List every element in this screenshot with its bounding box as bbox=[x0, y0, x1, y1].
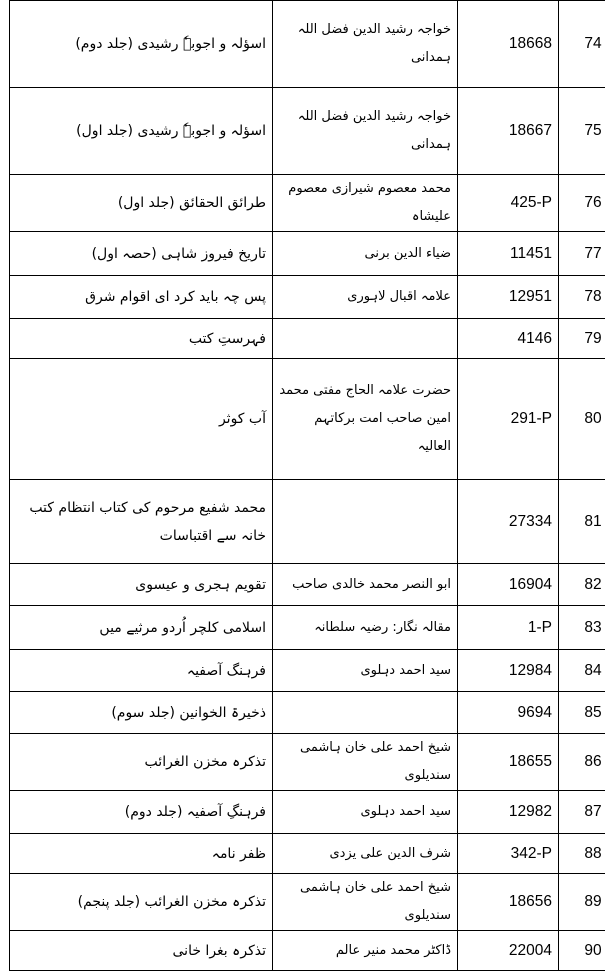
accession-number-cell: 4146 bbox=[458, 319, 559, 359]
serial-number-cell: 78 bbox=[559, 276, 605, 319]
author-cell bbox=[273, 319, 458, 359]
book-title-cell: اسؤلہ و اجوبہٗ رشیدی (جلد اول) bbox=[10, 88, 273, 175]
serial-number-cell: 86 bbox=[559, 734, 605, 791]
accession-number-cell: 12984 bbox=[458, 650, 559, 692]
book-title-cell: آب کوثر bbox=[10, 359, 273, 480]
author-cell bbox=[273, 692, 458, 734]
book-title-cell: تذکرہ مخزن الغرائب bbox=[10, 734, 273, 791]
author-cell: شیخ احمد علی خان ہاشمی سندیلوی bbox=[273, 734, 458, 791]
accession-number-cell: 11451 bbox=[458, 232, 559, 276]
catalog-table bbox=[9, 0, 605, 971]
accession-number-cell: 16904 bbox=[458, 564, 559, 606]
table-row bbox=[10, 319, 605, 359]
serial-number-cell: 82 bbox=[559, 564, 605, 606]
author-cell: مقالہ نگار: رضیہ سلطانہ bbox=[273, 606, 458, 650]
book-title-cell: فہرستِ کتب bbox=[10, 319, 273, 359]
book-title-cell: فرہنگ آصفیہ bbox=[10, 650, 273, 692]
serial-number-cell: 80 bbox=[559, 359, 605, 480]
author-cell: شرف الدین علی یزدی bbox=[273, 834, 458, 874]
table-row bbox=[10, 874, 605, 931]
serial-number-cell: 81 bbox=[559, 480, 605, 564]
book-title-cell: اسلامی کلچر اُردو مرثیے میں bbox=[10, 606, 273, 650]
book-title-cell: تذکرہ مخزن الغرائب (جلد پنجم) bbox=[10, 874, 273, 931]
author-cell bbox=[273, 480, 458, 564]
serial-number-cell: 88 bbox=[559, 834, 605, 874]
author-cell: ضیاء الدین برنی bbox=[273, 232, 458, 276]
table-row bbox=[10, 175, 605, 232]
serial-number-cell: 77 bbox=[559, 232, 605, 276]
accession-number-cell: 1-P bbox=[458, 606, 559, 650]
author-cell: ڈاکٹر محمد منیر عالم bbox=[273, 931, 458, 971]
table-row bbox=[10, 734, 605, 791]
table-row bbox=[10, 692, 605, 734]
accession-number-cell: 22004 bbox=[458, 931, 559, 971]
serial-number-cell: 85 bbox=[559, 692, 605, 734]
accession-number-cell: 18667 bbox=[458, 88, 559, 175]
table-row bbox=[10, 606, 605, 650]
serial-number-cell: 84 bbox=[559, 650, 605, 692]
author-cell: سید احمد دہلوی bbox=[273, 650, 458, 692]
table-row bbox=[10, 1, 605, 88]
table-row bbox=[10, 359, 605, 480]
accession-number-cell: 12982 bbox=[458, 791, 559, 834]
author-cell: علامہ اقبال لاہوری bbox=[273, 276, 458, 319]
accession-number-cell: 425-P bbox=[458, 175, 559, 232]
table-row bbox=[10, 650, 605, 692]
table-row bbox=[10, 88, 605, 175]
table-row bbox=[10, 276, 605, 319]
accession-number-cell: 9694 bbox=[458, 692, 559, 734]
accession-number-cell: 291-P bbox=[458, 359, 559, 480]
book-title-cell: اسؤلہ و اجوبہٗ رشیدی (جلد دوم) bbox=[10, 1, 273, 88]
book-title-cell: ذخیرۃ الخوانین (جلد سوم) bbox=[10, 692, 273, 734]
book-title-cell: پس چہ باید کرد ای اقوام شرق bbox=[10, 276, 273, 319]
book-title-cell: محمد شفیع مرحوم کی کتاب انتظام کتب خانہ سے اقتباسات bbox=[10, 480, 273, 564]
book-title-cell: تقویم ہجری و عیسوی bbox=[10, 564, 273, 606]
author-cell: خواجہ رشید الدین فضل اللہ ہمدانی bbox=[273, 1, 458, 88]
table-row bbox=[10, 564, 605, 606]
author-cell: حضرت علامہ الحاج مفتی محمد امین صاحب امت برکاتہم العالیہ bbox=[273, 359, 458, 480]
book-title-cell: تاریخ فیروز شاہی (حصہ اول) bbox=[10, 232, 273, 276]
author-cell: خواجہ رشید الدین فضل اللہ ہمدانی bbox=[273, 88, 458, 175]
accession-number-cell: 27334 bbox=[458, 480, 559, 564]
author-cell: محمد معصوم شیرازی معصوم علیشاہ bbox=[273, 175, 458, 232]
table-row bbox=[10, 931, 605, 971]
table-row bbox=[10, 791, 605, 834]
author-cell: ابو النصر محمد خالدی صاحب bbox=[273, 564, 458, 606]
accession-number-cell: 18655 bbox=[458, 734, 559, 791]
accession-number-cell: 18668 bbox=[458, 1, 559, 88]
serial-number-cell: 89 bbox=[559, 874, 605, 931]
serial-number-cell: 87 bbox=[559, 791, 605, 834]
author-cell: شیخ احمد علی خان ہاشمی سندیلوی bbox=[273, 874, 458, 931]
serial-number-cell: 79 bbox=[559, 319, 605, 359]
book-title-cell: فرہنگِ آصفیہ (جلد دوم) bbox=[10, 791, 273, 834]
serial-number-cell: 76 bbox=[559, 175, 605, 232]
author-cell: سید احمد دہلوی bbox=[273, 791, 458, 834]
accession-number-cell: 12951 bbox=[458, 276, 559, 319]
book-title-cell: تذکرہ بغرا خانی bbox=[10, 931, 273, 971]
serial-number-cell: 90 bbox=[559, 931, 605, 971]
table-row bbox=[10, 480, 605, 564]
book-title-cell: طرائق الحقائق (جلد اول) bbox=[10, 175, 273, 232]
accession-number-cell: 18656 bbox=[458, 874, 559, 931]
serial-number-cell: 83 bbox=[559, 606, 605, 650]
serial-number-cell: 74 bbox=[559, 1, 605, 88]
table-row bbox=[10, 834, 605, 874]
table-row bbox=[10, 232, 605, 276]
book-title-cell: ظفر نامہ bbox=[10, 834, 273, 874]
serial-number-cell: 75 bbox=[559, 88, 605, 175]
catalog-body bbox=[10, 1, 605, 971]
accession-number-cell: 342-P bbox=[458, 834, 559, 874]
